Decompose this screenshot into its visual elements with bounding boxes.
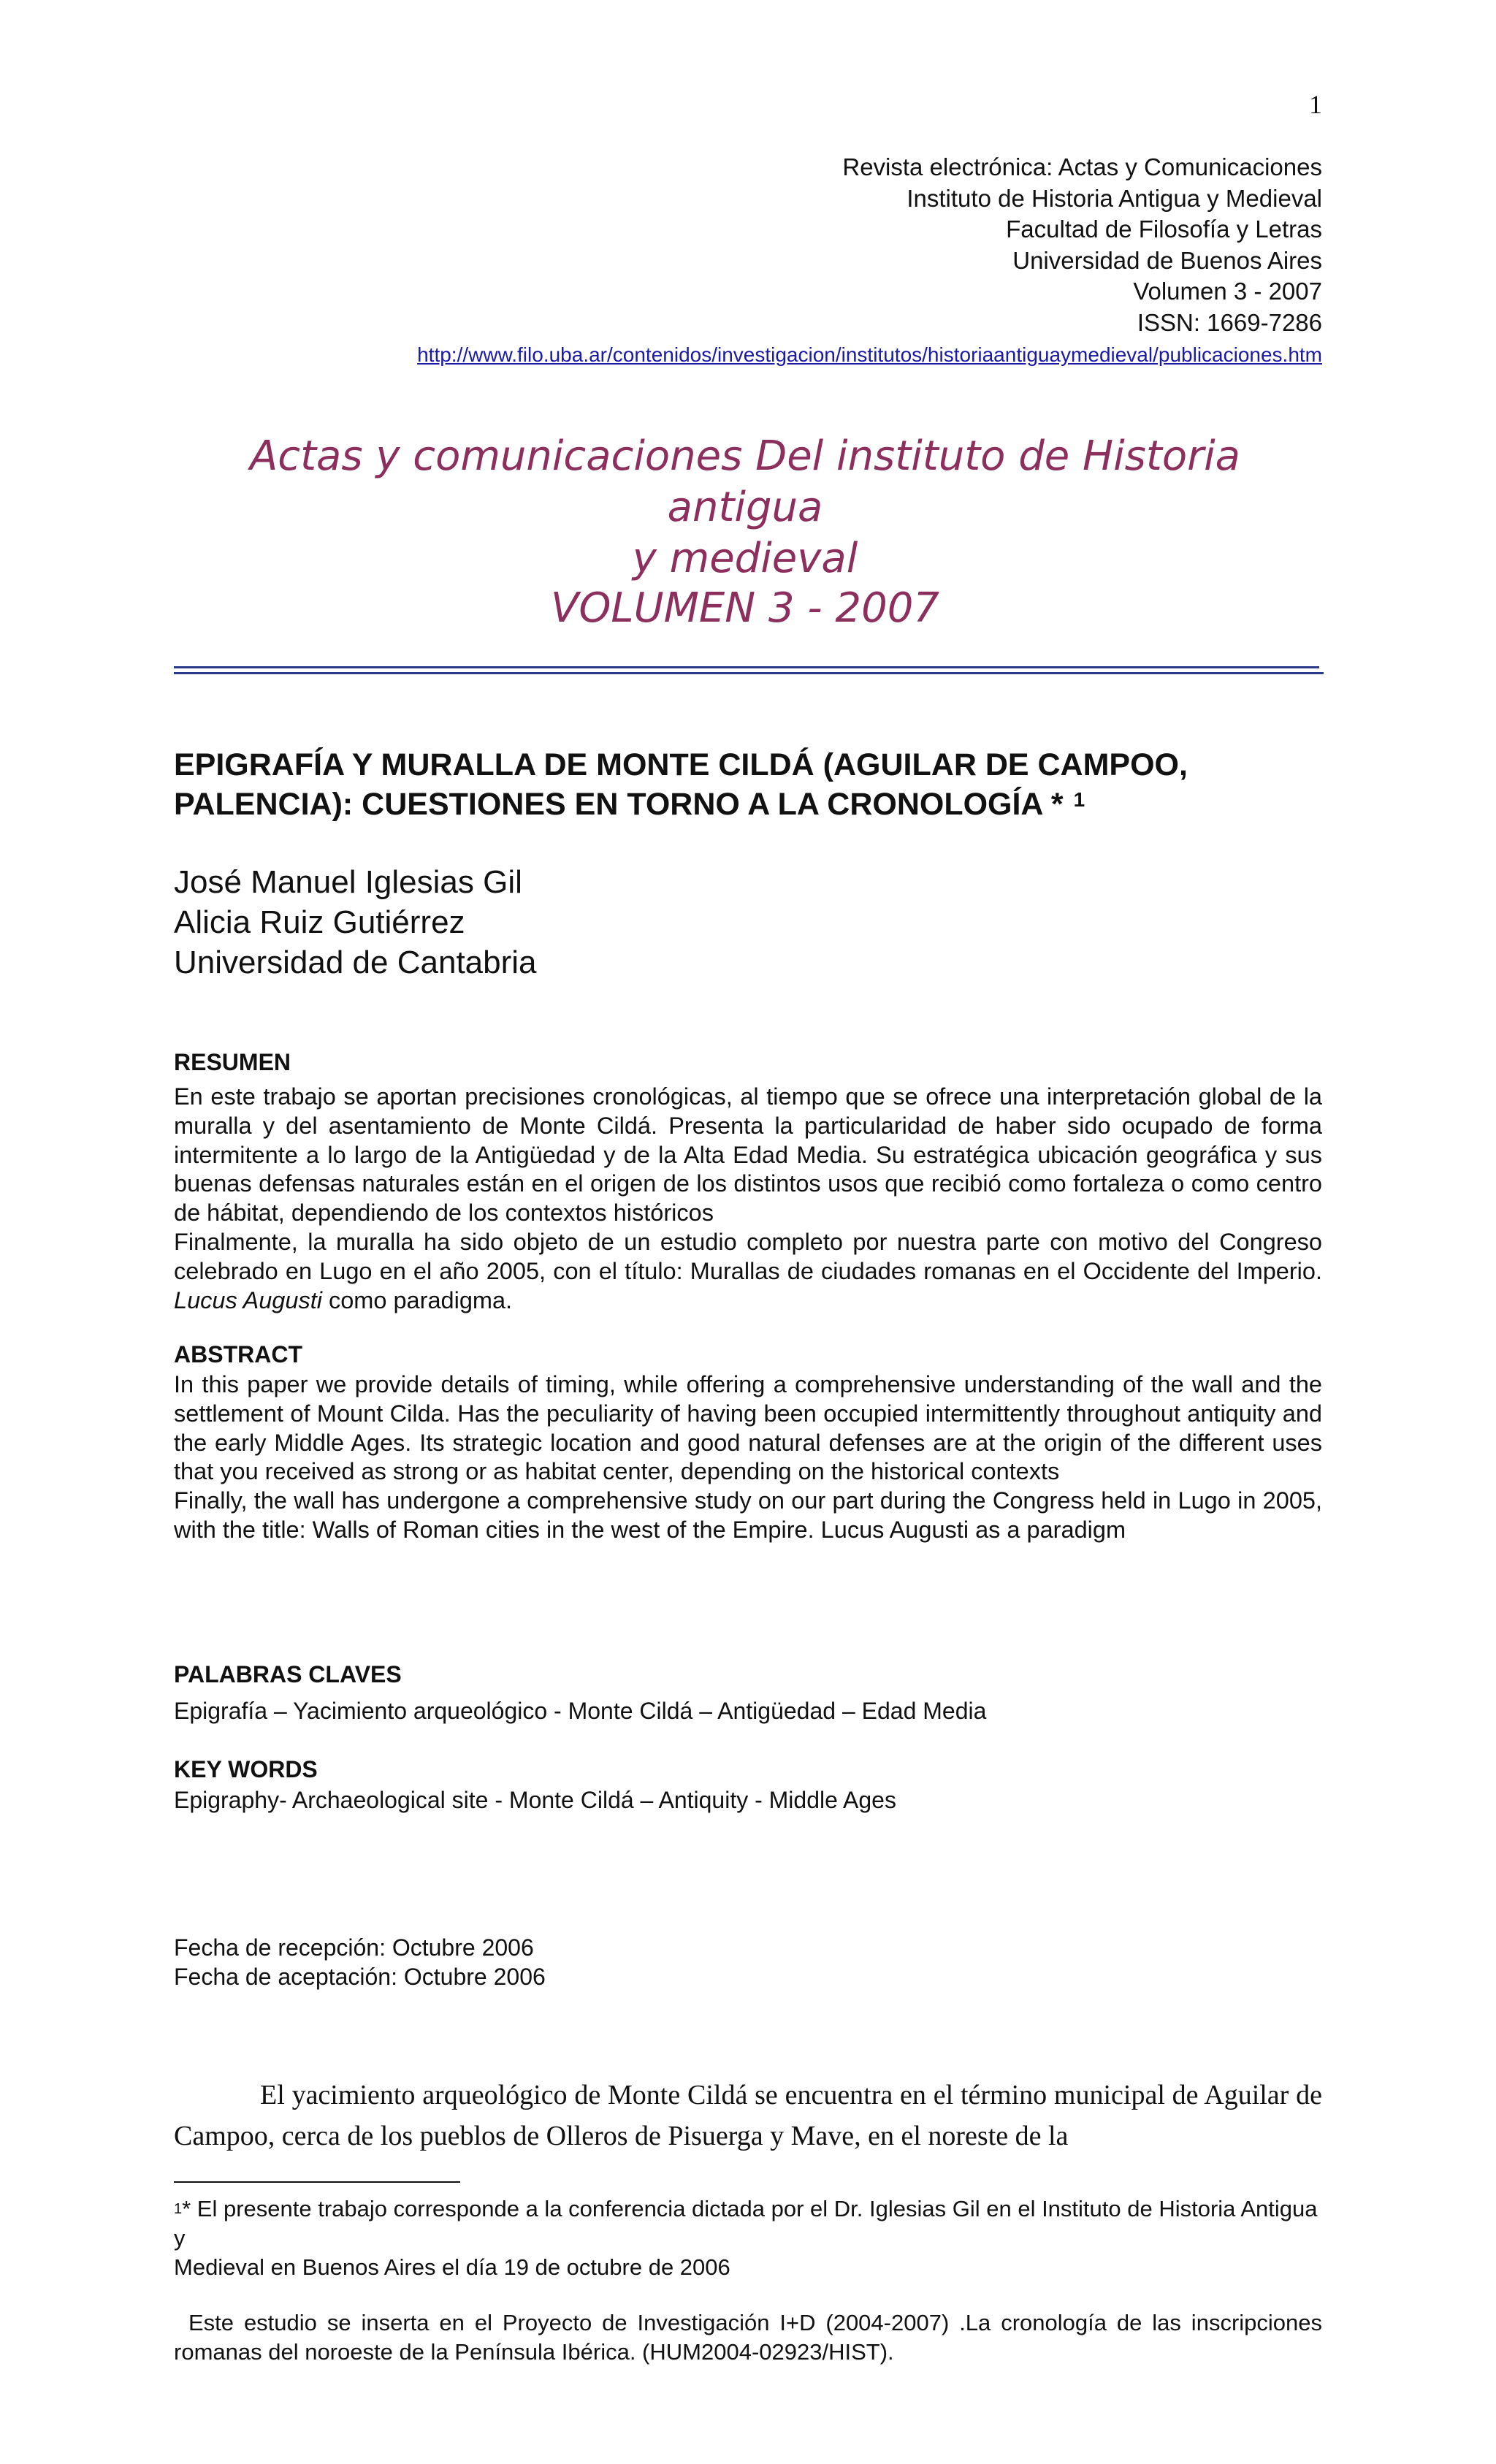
key-words-text: Epigraphy- Archaeological site - Monte Cildá – Antiquity - Middle Ages [174, 1787, 896, 1813]
resumen-paragraph-2 [174, 1228, 1322, 1315]
resumen-p2-italic: Lucus Augusti [174, 1286, 322, 1313]
publications-link[interactable]: http://www.filo.uba.ar/contenidos/investigacion/institutos/historiaantiguaymedieval/publicaciones.htm [417, 343, 1322, 366]
key-words-heading: KEY WORDS [174, 1756, 318, 1782]
header-line-issn: ISSN: 1669-7286 [1137, 308, 1322, 336]
journal-title-line1: Actas y comunicaciones Del instituto de Historia antigua [250, 432, 1240, 531]
journal-title [168, 431, 1322, 584]
article-title [174, 745, 1324, 824]
footnote-separator [174, 2181, 460, 2183]
footnote-1-line-2: Medieval en Buenos Aires el día 19 de octubre de 2006 [174, 2254, 730, 2280]
resumen-text [174, 1083, 1322, 1315]
footnote-1-text: * El presente trabajo corresponde a la conferencia dictada por el Dr. Iglesias Gil en el Instituto de Historia Antigua y [174, 2196, 1318, 2251]
palabras-claves-text: Epigrafía – Yacimiento arqueológico - Monte Cildá – Antigüedad – Edad Media [174, 1698, 987, 1724]
journal-volume: VOLUMEN 3 - 2007 [551, 584, 939, 632]
footnote-1-line-1 [174, 2194, 1322, 2253]
abstract-paragraph-2: Finally, the wall has undergone a comprehensive study on our part during the Congress held in Lugo in 2005, with the title: Walls of Roman cities in the west of the Empire. Lucus Augusti as a paradigm [174, 1487, 1322, 1543]
palabras-claves-heading: PALABRAS CLAVES [174, 1661, 402, 1687]
header-line-faculty: Facultad de Filosofía y Letras [1006, 215, 1322, 243]
authors-block [174, 862, 537, 983]
footnote-reference[interactable]: 1 [1073, 788, 1085, 811]
footnote-2: Este estudio se inserta en el Proyecto de Investigación I+D (2004-2007) .La cronología de las inscripciones romanas del noroeste de la Península Ibérica. (HUM2004-02923/HIST). [174, 2310, 1322, 2365]
received-date: Fecha de recepción: Octubre 2006 [174, 1934, 534, 1961]
header-line-institute: Instituto de Historia Antigua y Medieval [907, 184, 1322, 212]
resumen-heading: RESUMEN [174, 1049, 291, 1075]
page-number: 1 [1309, 90, 1322, 119]
article-title-text: EPIGRAFÍA Y MURALLA DE MONTE CILDÁ (AGUILAR DE CAMPOO, PALENCIA): CUESTIONES EN TORNO A LA CRONOLOGÍA * [174, 747, 1188, 822]
journal-title-line2: y medieval [632, 535, 858, 582]
resumen-p2-text: Finalmente, la muralla ha sido objeto de un estudio completo por nuestra parte con motivo del Congreso celebrado en Lugo en el año 2005, con el título: Murallas de ciudades romanas en el Occidente del Imperio. [174, 1228, 1322, 1284]
divider-rule-secondary [174, 672, 1324, 674]
journal-header [417, 152, 1322, 371]
footnote-1 [174, 2194, 1322, 2282]
body-paragraph: El yacimiento arqueológico de Monte Cildá se encuentra en el término municipal de Aguilar de Campoo, cerca de los pueblos de Olleros de Pisuerga y Mave, en el noreste de la [174, 2080, 1322, 2151]
header-line-volume: Volumen 3 - 2007 [1133, 278, 1322, 305]
author-1: José Manuel Iglesias Gil [174, 864, 522, 900]
affiliation: Universidad de Cantabria [174, 945, 537, 980]
resumen-paragraph-1: En este trabajo se aportan precisiones cronológicas, al tiempo que se ofrece una interpretación global de la muralla y del asentamiento de Monte Cildá. Presenta la particularidad de haber sido ocupado de forma intermitente a lo largo de la Antigüedad y de la Alta Edad Media. Su estratégica ubicación geográfica y sus buenas defensas naturales están en el origen de los distintos usos que recibió como fortaleza o como centro de hábitat, dependiendo de los contextos históricos [174, 1083, 1322, 1227]
header-line-university: Universidad de Buenos Aires [1012, 246, 1322, 274]
author-2: Alicia Ruiz Gutiérrez [174, 904, 465, 940]
header-line-journal: Revista electrónica: Actas y Comunicaciones [842, 153, 1322, 180]
divider-rule [174, 666, 1319, 668]
abstract-heading: ABSTRACT [174, 1341, 302, 1368]
footnote-mark: 1 [174, 2201, 183, 2217]
abstract-text [174, 1370, 1322, 1545]
accepted-date: Fecha de aceptación: Octubre 2006 [174, 1964, 546, 1990]
resumen-p2-end: como paradigma. [328, 1286, 513, 1313]
abstract-paragraph-1: In this paper we provide details of timing, while offering a comprehensive understanding of the wall and the settlement of Mount Cilda. Has the peculiarity of having been occupied intermittently throughout antiquity and the early Middle Ages. Its strategic location and good natural defenses are at the origin of the different uses that you received as strong or as habitat center, depending on the historical contexts [174, 1371, 1322, 1485]
